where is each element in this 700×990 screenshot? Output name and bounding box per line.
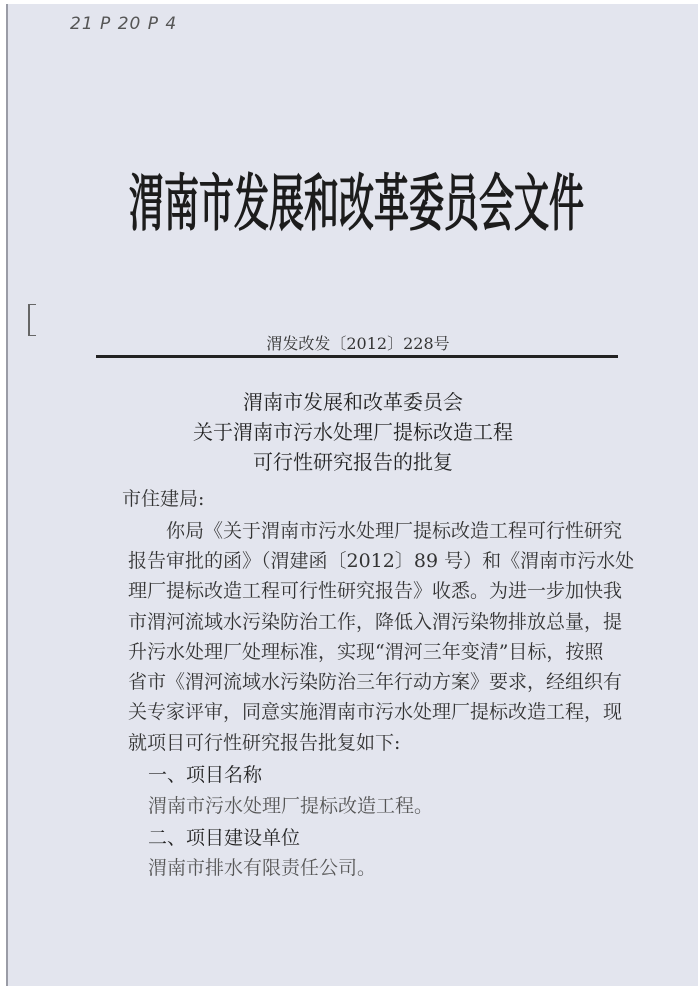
paragraph-line: 理厂提标改造工程可行性研究报告》收悉。为进一步加快我	[128, 580, 623, 602]
paragraph-line: 省市《渭河流域水污染防治三年行动方案》要求，经组织有	[128, 671, 623, 693]
document-title: 渭南市发展和改革委员会文件	[128, 170, 584, 240]
header-divider	[96, 355, 618, 358]
section-content: 渭南市污水处理厂提标改造工程。	[148, 795, 434, 817]
paragraph-line: 关专家评审，同意实施渭南市污水处理厂提标改造工程，现	[128, 701, 623, 723]
section-heading: 一、项目名称	[148, 764, 263, 786]
paragraph-line: 报告审批的函》（渭建函〔2012〕89 号）和《渭南市污水处	[128, 550, 635, 572]
paragraph-line: 就项目可行性研究报告批复如下:	[128, 732, 401, 754]
paragraph-line: 升污水处理厂处理标准，实现“渭河三年变清”目标，按照	[128, 641, 604, 663]
subject-line-3: 可行性研究报告的批复	[253, 450, 453, 474]
document-page	[6, 4, 698, 986]
subject-line-2: 关于渭南市污水处理厂提标改造工程	[193, 420, 513, 444]
handwritten-note: 21 P 20 P 4	[70, 14, 178, 34]
document-number: 渭发改发〔2012〕228号	[266, 334, 450, 353]
paragraph-line: 你局《关于渭南市污水处理厂提标改造工程可行性研究	[166, 520, 623, 542]
addressee: 市住建局:	[122, 488, 205, 510]
paragraph-line: 市渭河流域水污染防治工作，降低入渭污染物排放总量，提	[128, 611, 623, 633]
subject-line-1: 渭南市发展和改革委员会	[243, 390, 463, 414]
section-content: 渭南市排水有限责任公司。	[148, 857, 377, 879]
section-heading: 二、项目建设单位	[148, 827, 301, 849]
